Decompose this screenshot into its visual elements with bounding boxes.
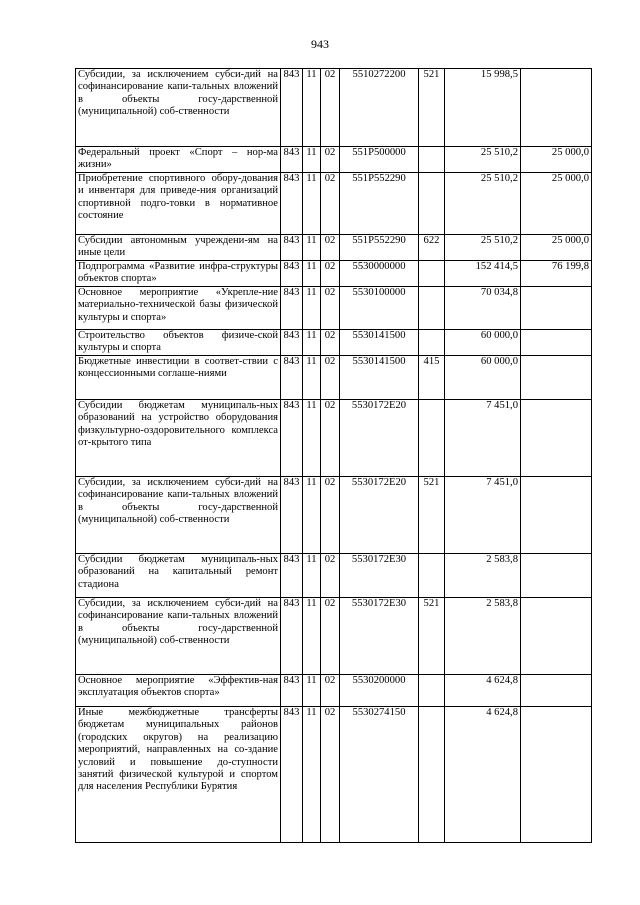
amount-year2-cell [521,554,592,598]
section-code-cell: 11 [303,477,321,554]
ministry-code-cell: 843 [281,147,303,173]
amount-year1-cell: 7 451,0 [445,477,521,554]
amount-year2-cell [521,477,592,554]
amount-year2-cell [521,287,592,330]
amount-year1-cell: 70 034,8 [445,287,521,330]
amount-year1-cell: 7 451,0 [445,400,521,477]
item-name-cell: Субсидии, за исключением субси-дий на софинансирование капи-тальных вложений в объекты госу-дарственной (муниципальной) соб-ственности [76,477,281,554]
target-article-cell: 5530200000 [340,675,419,707]
amount-year1-cell: 15 998,5 [445,69,521,147]
item-name-cell: Основное мероприятие «Укрепле-ние материально-технической базы физической культуры и спорта» [76,287,281,330]
item-name-cell: Субсидии бюджетам муниципаль-ных образований на капитальный ремонт стадиона [76,554,281,598]
amount-year1-cell: 2 583,8 [445,598,521,675]
target-article-cell: 551P552290 [340,235,419,261]
section-code-cell: 11 [303,235,321,261]
ministry-code-cell: 843 [281,707,303,843]
expense-type-cell [419,554,445,598]
target-article-cell: 5530000000 [340,261,419,287]
ministry-code-cell: 843 [281,477,303,554]
expense-type-cell [419,707,445,843]
expense-type-cell [419,261,445,287]
amount-year1-cell: 152 414,5 [445,261,521,287]
subsection-code-cell: 02 [321,330,340,356]
section-code-cell: 11 [303,287,321,330]
amount-year2-cell [521,400,592,477]
table-row [76,173,592,235]
subsection-code-cell: 02 [321,69,340,147]
section-code-cell: 11 [303,69,321,147]
expense-type-cell: 521 [419,477,445,554]
ministry-code-cell: 843 [281,400,303,477]
table-row [76,554,592,598]
ministry-code-cell: 843 [281,675,303,707]
table-row [76,400,592,477]
target-article-cell: 551P552290 [340,173,419,235]
target-article-cell: 5530172E20 [340,400,419,477]
target-article-cell: 5530274150 [340,707,419,843]
subsection-code-cell: 02 [321,477,340,554]
amount-year1-cell: 4 624,8 [445,707,521,843]
item-name-cell: Бюджетные инвестиции в соответ-ствии с концессионными соглаше-ниями [76,356,281,400]
amount-year1-cell: 25 510,2 [445,147,521,173]
subsection-code-cell: 02 [321,261,340,287]
ministry-code-cell: 843 [281,356,303,400]
amount-year1-cell: 60 000,0 [445,356,521,400]
section-code-cell: 11 [303,400,321,477]
item-name-cell: Подпрограмма «Развитие инфра-структуры объектов спорта» [76,261,281,287]
expense-type-cell [419,400,445,477]
target-article-cell: 5530100000 [340,287,419,330]
amount-year2-cell: 25 000,0 [521,147,592,173]
subsection-code-cell: 02 [321,598,340,675]
table-row [76,287,592,330]
table-row [76,261,592,287]
item-name-cell: Строительство объектов физиче-ской культуры и спорта [76,330,281,356]
target-article-cell: 5530141500 [340,356,419,400]
amount-year2-cell: 25 000,0 [521,235,592,261]
table-row [76,707,592,843]
target-article-cell: 5530172E20 [340,477,419,554]
table-row [76,330,592,356]
table-row [76,477,592,554]
section-code-cell: 11 [303,707,321,843]
expense-type-cell [419,287,445,330]
table-row [76,598,592,675]
section-code-cell: 11 [303,261,321,287]
ministry-code-cell: 843 [281,598,303,675]
amount-year1-cell: 25 510,2 [445,235,521,261]
amount-year2-cell [521,356,592,400]
ministry-code-cell: 843 [281,287,303,330]
item-name-cell: Иные межбюджетные трансферты бюджетам муниципальных районов (городских округов) на реализацию мероприятий, направленных на со-здание условий и повышение до-ступности занятий физической культурой и спортом для населения Республики Бурятия [76,707,281,843]
item-name-cell: Субсидии, за исключением субси-дий на софинансирование капи-тальных вложений в объекты госу-дарственной (муниципальной) соб-ственности [76,598,281,675]
amount-year2-cell: 25 000,0 [521,173,592,235]
target-article-cell: 5510272200 [340,69,419,147]
item-name-cell: Федеральный проект «Спорт – нор-ма жизни» [76,147,281,173]
section-code-cell: 11 [303,598,321,675]
ministry-code-cell: 843 [281,261,303,287]
budget-table [75,68,592,843]
section-code-cell: 11 [303,173,321,235]
amount-year2-cell [521,69,592,147]
section-code-cell: 11 [303,147,321,173]
table-row [76,356,592,400]
target-article-cell: 5530172E30 [340,554,419,598]
table-body [76,69,592,843]
subsection-code-cell: 02 [321,554,340,598]
ministry-code-cell: 843 [281,173,303,235]
subsection-code-cell: 02 [321,675,340,707]
amount-year1-cell: 25 510,2 [445,173,521,235]
amount-year2-cell: 76 199,8 [521,261,592,287]
amount-year2-cell [521,707,592,843]
item-name-cell: Субсидии автономным учреждени-ям на иные цели [76,235,281,261]
amount-year1-cell: 60 000,0 [445,330,521,356]
ministry-code-cell: 843 [281,69,303,147]
expense-type-cell [419,147,445,173]
amount-year2-cell [521,330,592,356]
amount-year1-cell: 4 624,8 [445,675,521,707]
table-row [76,147,592,173]
ministry-code-cell: 843 [281,554,303,598]
section-code-cell: 11 [303,356,321,400]
subsection-code-cell: 02 [321,173,340,235]
subsection-code-cell: 02 [321,235,340,261]
expense-type-cell: 415 [419,356,445,400]
table-row [76,69,592,147]
expense-type-cell: 521 [419,69,445,147]
subsection-code-cell: 02 [321,356,340,400]
table-row [76,235,592,261]
subsection-code-cell: 02 [321,147,340,173]
ministry-code-cell: 843 [281,235,303,261]
item-name-cell: Основное мероприятие «Эффектив-ная эксплуатация объектов спорта» [76,675,281,707]
target-article-cell: 551P500000 [340,147,419,173]
amount-year1-cell: 2 583,8 [445,554,521,598]
subsection-code-cell: 02 [321,707,340,843]
section-code-cell: 11 [303,554,321,598]
target-article-cell: 5530172E30 [340,598,419,675]
expense-type-cell [419,330,445,356]
page-number: 943 [311,37,329,51]
table-row [76,675,592,707]
expense-type-cell [419,173,445,235]
ministry-code-cell: 843 [281,330,303,356]
section-code-cell: 11 [303,330,321,356]
expense-type-cell: 521 [419,598,445,675]
amount-year2-cell [521,675,592,707]
amount-year2-cell [521,598,592,675]
subsection-code-cell: 02 [321,400,340,477]
expense-type-cell: 622 [419,235,445,261]
target-article-cell: 5530141500 [340,330,419,356]
item-name-cell: Приобретение спортивного обору-дования и инвентаря для приведе-ния организаций спортивной подго-товки в нормативное состояние [76,173,281,235]
expense-type-cell [419,675,445,707]
item-name-cell: Субсидии, за исключением субси-дий на софинансирование капи-тальных вложений в объекты госу-дарственной (муниципальной) соб-ственности [76,69,281,147]
item-name-cell: Субсидии бюджетам муниципаль-ных образований на устройство оборудования физкультурно-оздоровительного комплекса от-крытого типа [76,400,281,477]
subsection-code-cell: 02 [321,287,340,330]
section-code-cell: 11 [303,675,321,707]
